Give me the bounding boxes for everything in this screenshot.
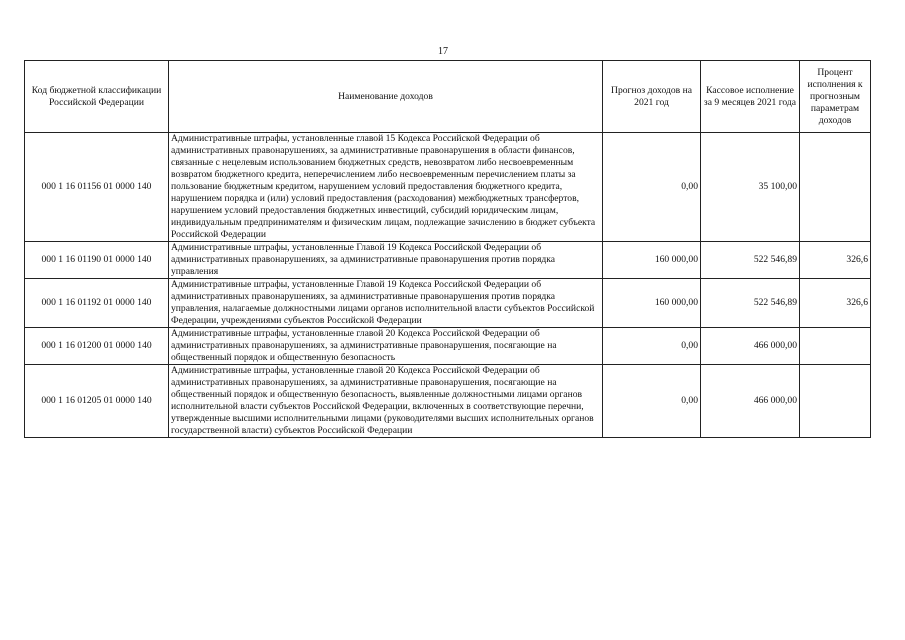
row-forecast: 160 000,00: [603, 279, 701, 328]
row-execution: 522 546,89: [701, 279, 800, 328]
table-row: [25, 279, 871, 328]
row-percent: [800, 328, 871, 365]
row-code: 000 1 16 01192 01 0000 140: [25, 279, 169, 328]
table-row: [25, 242, 871, 279]
row-name: Административные штрафы, установленные главой 20 Кодекса Российской Федерации об административных правонарушениях, за административные правонарушения, посягающие на общественный порядок и общественную безопасность: [169, 328, 603, 365]
row-name: Административные штрафы, установленные главой 20 Кодекса Российской Федерации об административных правонарушениях, за административные правонарушения, посягающие на общественный порядок и общественную безопасность, выявленные должностными лицами органов исполнительной власти субъектов Российской Федерации, включенных в соответствующие перечни, утвержденные высшими исполнительными лицами (руководителями высших исполнительных органов государственной власти) субъектов Российской Федерации: [169, 365, 603, 438]
row-code: 000 1 16 01205 01 0000 140: [25, 365, 169, 438]
row-code: 000 1 16 01156 01 0000 140: [25, 133, 169, 242]
row-execution: 466 000,00: [701, 328, 800, 365]
row-code: 000 1 16 01200 01 0000 140: [25, 328, 169, 365]
row-percent: 326,6: [800, 279, 871, 328]
revenue-table: [24, 60, 871, 438]
row-name: Административные штрафы, установленные главой 15 Кодекса Российской Федерации об административных правонарушениях, за административные правонарушения в области финансов, связанные с нецелевым использованием бюджетных средств, невозвратом либо несвоевременным возвратом бюджетного кредита, неперечислением либо несвоевременным перечислением платы за пользование бюджетным кредитом, нарушением условий предоставления бюджетного кредита, нарушением порядка и (или) условий предоставления (расходования) межбюджетных трансфертов, нарушением условий предоставления бюджетных инвестиций, субсидий юридическим лицам, индивидуальным предпринимателям и физическим лицам, подлежащие зачислению в бюджет субъекта Российской Федерации: [169, 133, 603, 242]
row-name: Административные штрафы, установленные Главой 19 Кодекса Российской Федерации об административных правонарушениях, за административные правонарушения против порядка управления, налагаемые должностными лицами органов исполнительной власти субъектов Российской Федерации, учреждениями субъектов Российской Федерации: [169, 279, 603, 328]
header-forecast: Прогноз доходов на 2021 год: [603, 61, 701, 133]
header-name: Наименование доходов: [169, 61, 603, 133]
table-row: [25, 365, 871, 438]
row-percent: 326,6: [800, 242, 871, 279]
row-percent: [800, 133, 871, 242]
row-code: 000 1 16 01190 01 0000 140: [25, 242, 169, 279]
page-number: 17: [438, 46, 448, 57]
row-name: Административные штрафы, установленные Главой 19 Кодекса Российской Федерации об административных правонарушениях, за административные правонарушения против порядка управления: [169, 242, 603, 279]
row-percent: [800, 365, 871, 438]
table-header-row: [25, 61, 871, 133]
table-row: [25, 133, 871, 242]
row-execution: 522 546,89: [701, 242, 800, 279]
row-execution: 35 100,00: [701, 133, 800, 242]
row-forecast: 0,00: [603, 133, 701, 242]
row-forecast: 160 000,00: [603, 242, 701, 279]
row-execution: 466 000,00: [701, 365, 800, 438]
header-execution: Кассовое исполнение за 9 месяцев 2021 года: [701, 61, 800, 133]
header-code: Код бюджетной классификации Российской Федерации: [25, 61, 169, 133]
row-forecast: 0,00: [603, 328, 701, 365]
row-forecast: 0,00: [603, 365, 701, 438]
header-percent: Процент исполнения к прогнозным параметрам доходов: [800, 61, 871, 133]
table-row: [25, 328, 871, 365]
